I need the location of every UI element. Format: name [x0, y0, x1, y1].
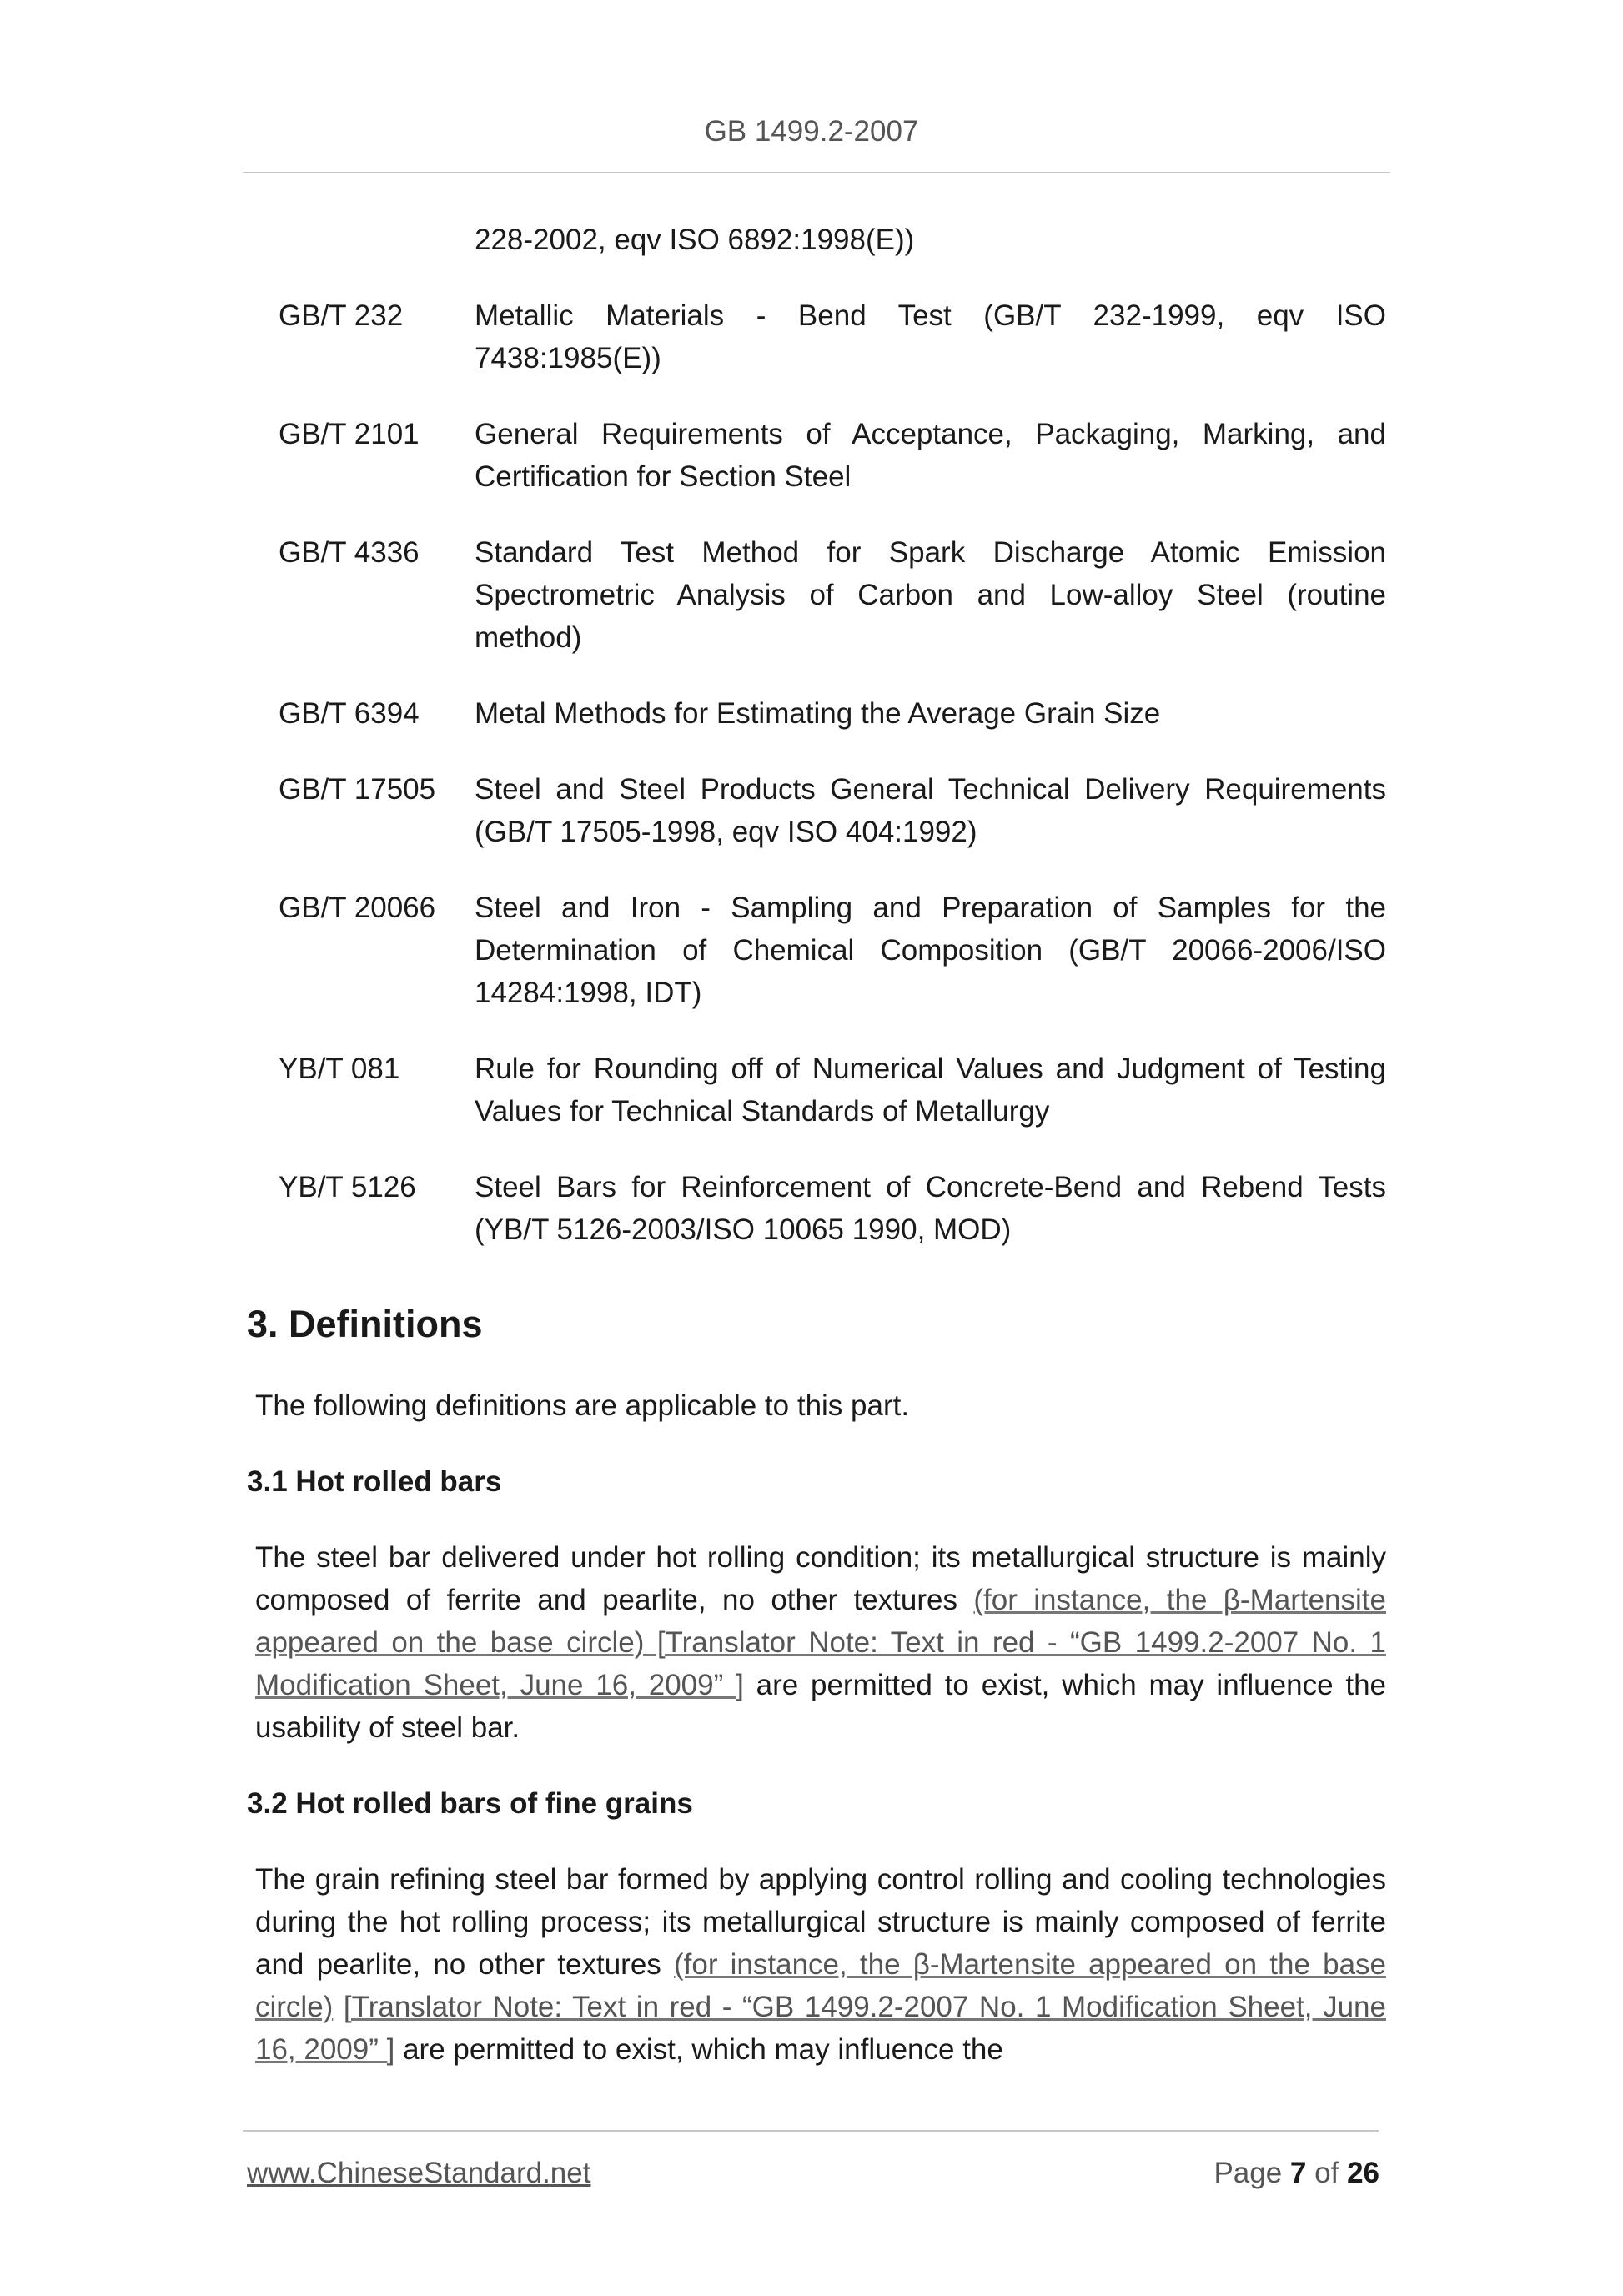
definition-text: are permitted to exist, which may influence the — [394, 2033, 1003, 2066]
reference-row — [279, 692, 1386, 735]
reference-code: YB/T 081 — [279, 1053, 400, 1085]
subsection-heading-3-1: 3.1 Hot rolled bars — [247, 1465, 502, 1498]
page-footer — [247, 2157, 1379, 2190]
definitions-section — [247, 1298, 1386, 2104]
page-header-title: GB 1499.2-2007 — [704, 115, 919, 148]
translator-note-link[interactable]: [Translator Note: Text in red - “GB 1499.2-2007 No. 1 Modification Sheet, June 16, 2009” ] — [255, 1991, 1386, 2066]
translator-note-link[interactable]: (for instance, the β-Martensite appeared on the base circle) [Translator Note: Text in red - “GB 1499.2-2007 No. 1 Modification Sheet, June 16, 2009” ] — [255, 1584, 1386, 1701]
page-of: of — [1314, 2157, 1339, 2189]
page-label: Page — [1213, 2157, 1283, 2189]
reference-title: Metallic Materials - Bend Test (GB/T 232-1999, eqv ISO 7438:1985(E)) — [475, 299, 1386, 374]
reference-code: GB/T 4336 — [279, 536, 420, 569]
reference-code: GB/T 232 — [279, 299, 404, 332]
website-link[interactable]: www.ChineseStandard.net — [247, 2157, 591, 2189]
reference-row — [279, 219, 1386, 261]
reference-title: General Requirements of Acceptance, Packaging, Marking, and Certification for Section Steel — [475, 418, 1386, 493]
footer-divider — [243, 2130, 1379, 2132]
reference-title: Rule for Rounding off of Numerical Values and Judgment of Testing Values for Technical Standards of Metallurgy — [475, 1053, 1386, 1128]
page-total: 26 — [1347, 2157, 1379, 2189]
reference-title: Steel and Steel Products General Technical Delivery Requirements (GB/T 17505-1998, eqv ISO 404:1992) — [475, 773, 1386, 848]
normative-references-list — [279, 219, 1386, 1284]
reference-title: 228-2002, eqv ISO 6892:1998(E)) — [475, 224, 915, 256]
reference-code: YB/T 5126 — [279, 1171, 416, 1203]
definition-3-2-text — [255, 1858, 1386, 2071]
reference-row — [279, 887, 1386, 1014]
definition-text: The grain refining steel bar formed by applying control rolling and cooling technologies during the hot rolling process; its metallurgical structure is mainly composed of ferrite and pearlite, no other textures — [255, 1863, 1386, 1981]
reference-code: GB/T 17505 — [279, 773, 436, 806]
header-divider — [243, 172, 1390, 173]
reference-row — [279, 294, 1386, 379]
definition-text: The steel bar delivered under hot rolling condition; its metallurgical structure is mainly composed of ferrite and pearlite, no other textures — [255, 1541, 1386, 1616]
reference-row — [279, 1048, 1386, 1133]
reference-title: Metal Methods for Estimating the Average Grain Size — [475, 697, 1161, 730]
reference-title: Steel and Iron - Sampling and Preparation of Samples for the Determination of Chemical Composition (GB/T 20066-2006/ISO 14284:1998, IDT) — [475, 892, 1386, 1009]
reference-row — [279, 768, 1386, 853]
reference-row — [279, 531, 1386, 659]
reference-title: Standard Test Method for Spark Discharge Atomic Emission Spectrometric Analysis of Carbon and Low-alloy Steel (routine method) — [475, 536, 1386, 654]
reference-title: Steel Bars for Reinforcement of Concrete-Bend and Rebend Tests (YB/T 5126-2003/ISO 10065 1990, MOD) — [475, 1171, 1386, 1246]
section-heading: 3. Definitions — [247, 1303, 483, 1345]
reference-row — [279, 1166, 1386, 1251]
definition-text: are permitted to exist, which may influence the usability of steel bar. — [255, 1669, 1387, 1744]
definition-3-1-text — [255, 1536, 1386, 1749]
reference-code: GB/T 20066 — [279, 892, 436, 924]
reference-code — [279, 219, 475, 261]
page-current: 7 — [1289, 2157, 1307, 2189]
page-number — [1213, 2157, 1379, 2190]
reference-code: GB/T 2101 — [279, 418, 420, 450]
reference-row — [279, 413, 1386, 498]
definitions-intro: The following definitions are applicable to this part. — [255, 1389, 910, 1422]
modification-note-link[interactable]: (for instance, the β-Martensite appeared on the base circle) — [255, 1948, 1386, 2023]
reference-code: GB/T 6394 — [279, 697, 420, 730]
subsection-heading-3-2: 3.2 Hot rolled bars of fine grains — [247, 1787, 693, 1820]
